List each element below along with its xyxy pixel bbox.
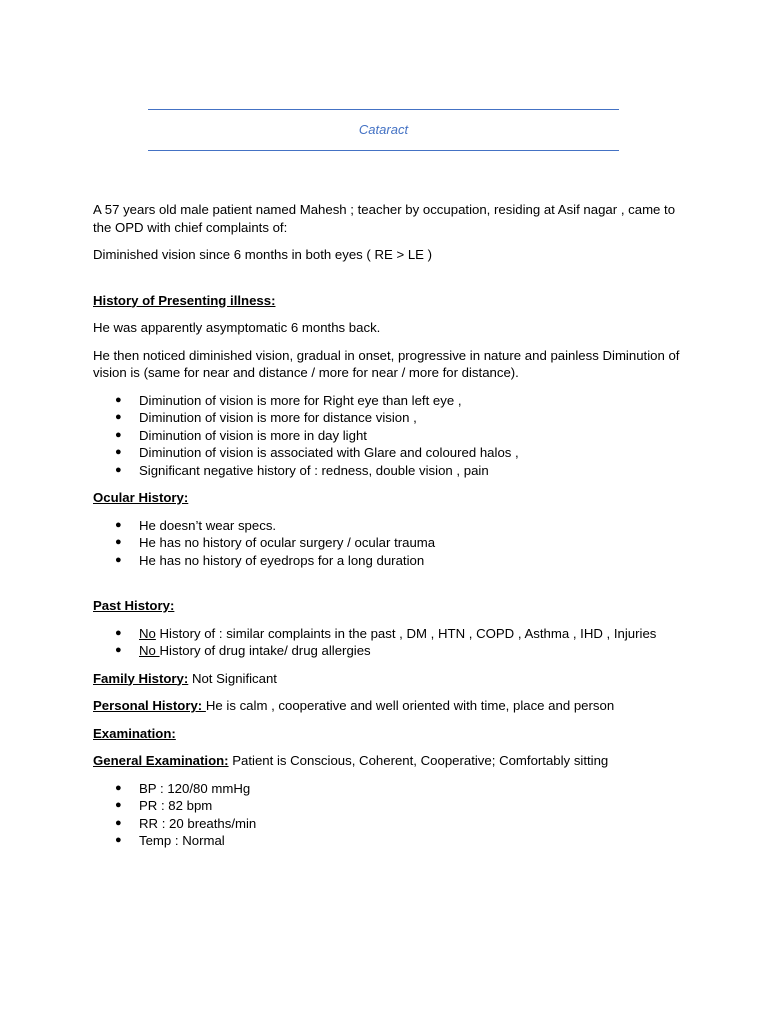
list-item [93, 409, 683, 427]
list-item [93, 625, 683, 643]
list-item [93, 832, 683, 850]
list-item [93, 642, 683, 660]
list-item [93, 444, 683, 462]
bullet-icon: ● [115, 553, 122, 566]
list-item [93, 517, 683, 535]
negation-word: No [139, 643, 160, 658]
bullet-icon: ● [115, 518, 122, 531]
list-item [93, 780, 683, 798]
list-item-text: Diminution of vision is associated with Glare and coloured halos , [139, 445, 519, 460]
general-examination-heading: General Examination: [93, 753, 229, 768]
intro-paragraph: A 57 years old male patient named Mahesh ; teacher by occupation, residing at Asif nagar , came to the OPD with chief complaints of: [93, 202, 676, 235]
ocular-heading: Ocular History: [93, 490, 189, 505]
list-item-text: Significant negative history of : redness, double vision , pain [139, 462, 489, 478]
vital-temp: Temp : Normal [139, 833, 225, 848]
list-item [93, 815, 683, 833]
personal-history-text: He is calm , cooperative and well oriented with time, place and person [205, 698, 615, 713]
list-item [93, 797, 683, 815]
title-top-rule [148, 109, 619, 110]
ocular-bullet-list [93, 517, 683, 570]
list-item-text: He doesn’t wear specs. [139, 517, 277, 533]
list-item-text: History of drug intake/ drug allergies [159, 643, 371, 658]
spacer [93, 579, 683, 597]
list-item [93, 552, 683, 570]
list-item-text: Diminution of vision is more for Right eye than left eye , [139, 392, 462, 408]
bullet-icon: ● [115, 781, 122, 794]
list-item-text: He has no history of eyedrops for a long duration [139, 552, 425, 568]
personal-history-heading: Personal History: [93, 698, 206, 713]
bullet-icon: ● [115, 626, 122, 639]
vital-rr: RR : 20 breaths/min [139, 815, 257, 831]
family-history-heading: Family History: [93, 670, 189, 686]
vital-pr: PR : 82 bpm [139, 798, 213, 813]
examination-heading: Examination: [93, 725, 176, 741]
bullet-icon: ● [115, 411, 122, 423]
list-item-text: History of : similar complaints in the past , DM , HTN , COPD , Asthma , IHD , Injuries [155, 625, 657, 641]
list-item [93, 392, 683, 410]
hpi-paragraph-2: He then noticed diminished vision, gradual in onset, progressive in nature and painless Diminution of vision is (same for near and distance / more for near / more for distance). [93, 347, 680, 380]
list-item-text: Diminution of vision is more for distance vision , [139, 410, 417, 425]
bullet-icon: ● [115, 834, 122, 846]
past-history-heading: Past History: [93, 598, 175, 613]
bullet-icon: ● [115, 536, 122, 548]
hpi-paragraph-1: He was apparently asymptomatic 6 months back. [93, 320, 381, 335]
hpi-heading: History of Presenting illness: [93, 292, 276, 308]
vital-bp: BP : 120/80 mmHg [139, 780, 251, 796]
chief-complaint: Diminished vision since 6 months in both eyes ( RE > LE ) [93, 247, 432, 262]
general-examination-line [93, 752, 683, 770]
bullet-icon: ● [115, 393, 122, 406]
list-item [93, 534, 683, 552]
vitals-list [93, 780, 683, 850]
list-item-text: He has no history of ocular surgery / ocular trauma [139, 535, 436, 550]
bullet-icon: ● [115, 644, 122, 656]
document-title: Cataract [358, 122, 409, 137]
document-body [93, 201, 683, 860]
past-history-list [93, 625, 683, 660]
list-item [93, 462, 683, 480]
spacer [93, 274, 683, 292]
negation-word: No [139, 625, 156, 641]
personal-history-line [93, 697, 683, 715]
general-examination-text: Patient is Conscious, Coherent, Cooperative; Comfortably sitting [228, 753, 609, 768]
bullet-icon: ● [115, 446, 122, 458]
family-history-line [93, 670, 683, 688]
bullet-icon: ● [115, 463, 122, 476]
bullet-icon: ● [115, 799, 122, 811]
list-item-text: Diminution of vision is more in day light [139, 427, 367, 443]
list-item [93, 427, 683, 445]
title-bottom-rule [148, 150, 619, 151]
bullet-icon: ● [115, 428, 122, 441]
family-history-text: Not Significant [188, 670, 277, 686]
hpi-bullet-list [93, 392, 683, 480]
bullet-icon: ● [115, 816, 122, 829]
